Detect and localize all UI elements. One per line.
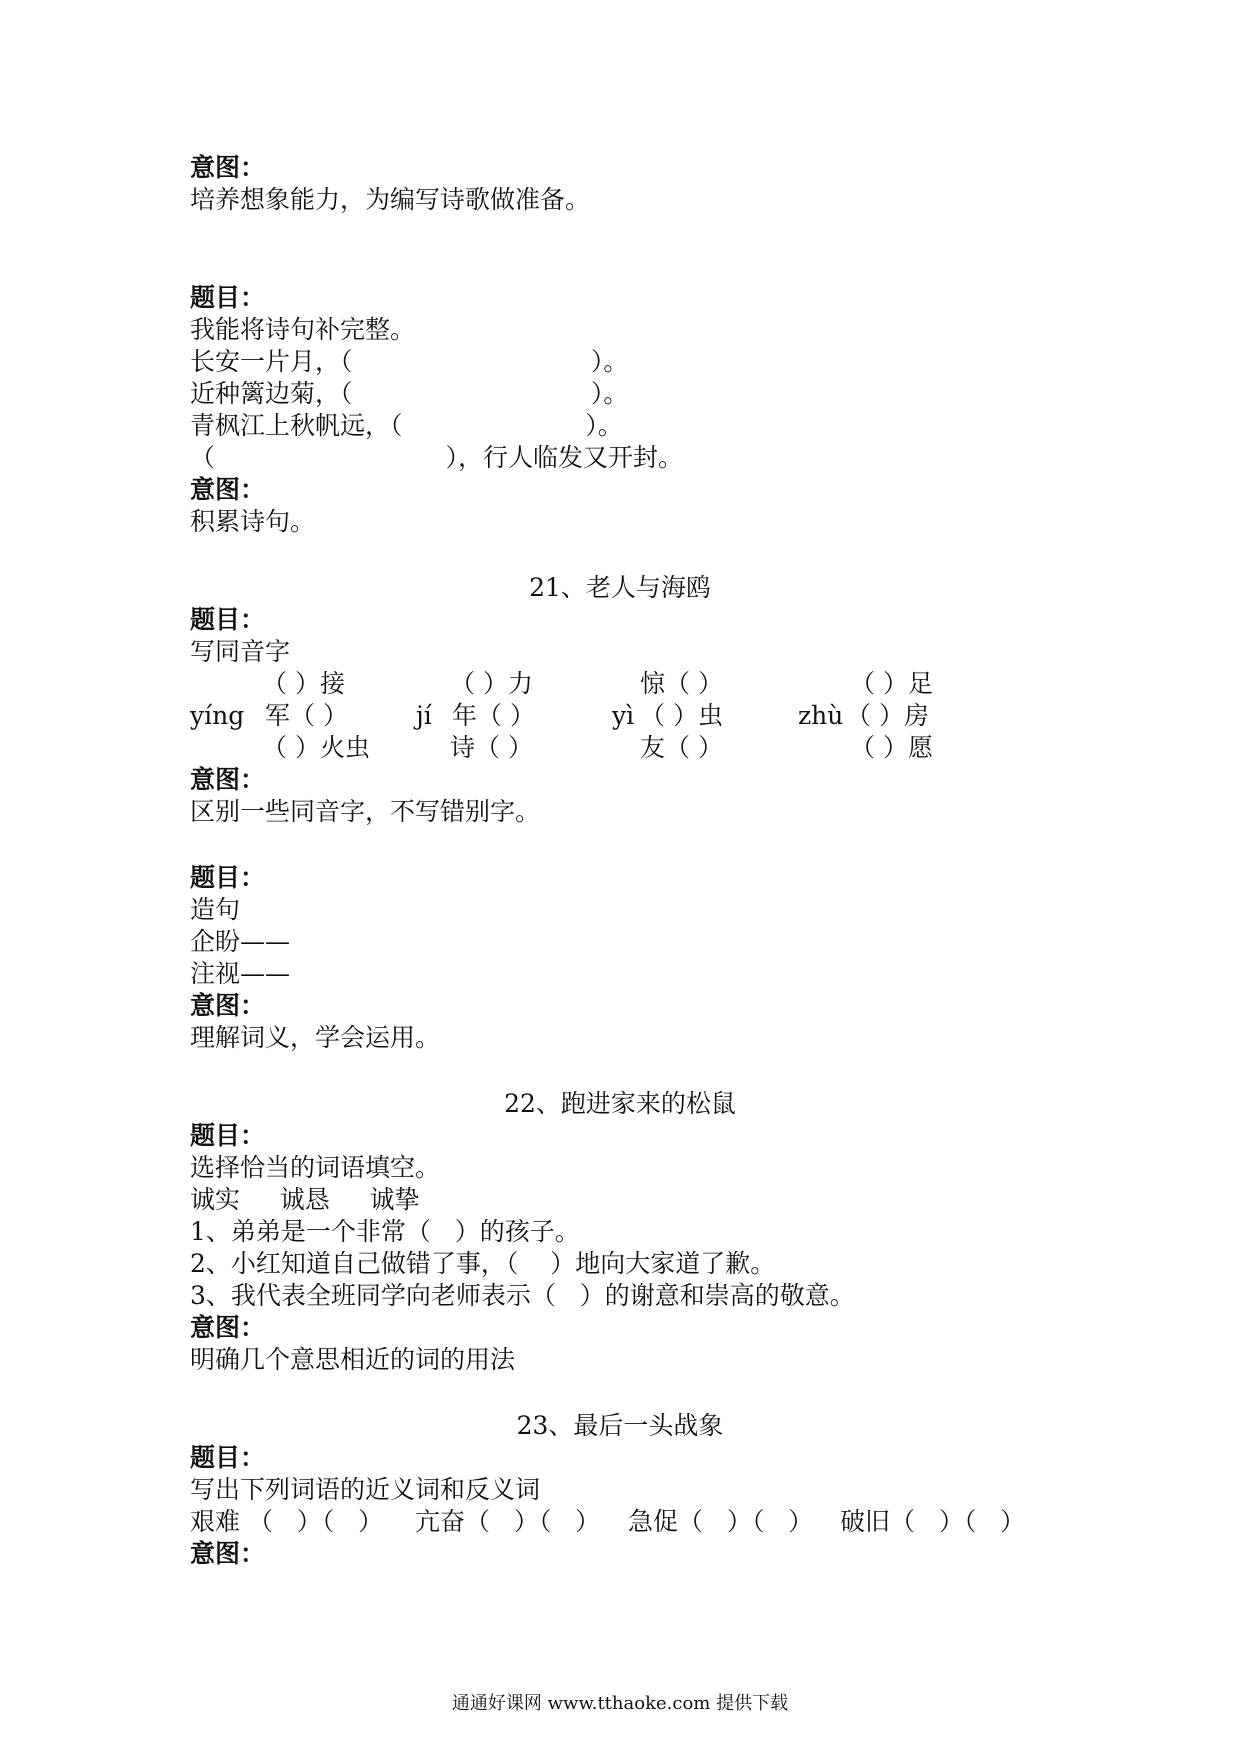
section-title: 22、跑进家来的松鼠 xyxy=(504,1089,736,1118)
intent-text: 区别一些同音字，不写错别字。 xyxy=(190,797,541,826)
fill-item: 1、弟弟是一个非常（ ）的孩子。 xyxy=(190,1217,580,1246)
fill-item: 3、我代表全班同学向老师表示（ ）的谢意和崇高的敬意。 xyxy=(190,1281,855,1310)
synonym-item: 艰难 （ ）（ ） xyxy=(190,1507,384,1536)
homophone-cell: （ ）力 xyxy=(450,669,533,698)
homophone-cell: （ ）虫 xyxy=(640,701,723,730)
poem-line: 长安一片月，（ ）。 xyxy=(190,347,629,376)
section-title: 23、最后一头战象 xyxy=(516,1411,724,1440)
question-instruction: 写出下列词语的近义词和反义词 xyxy=(190,1475,541,1504)
question-instruction: 选择恰当的词语填空。 xyxy=(190,1153,441,1182)
question-label: 题目： xyxy=(190,605,266,634)
pinyin-label: jí xyxy=(416,701,432,730)
sentence-item: 注视—— xyxy=(190,959,291,988)
homophone-cell: 年（ ） xyxy=(452,701,535,730)
homophone-cell: （ ）房 xyxy=(846,701,929,730)
pinyin-label: yì xyxy=(612,701,635,730)
synonym-item: 破旧（ ）（ ） xyxy=(840,1507,1026,1536)
fill-item: 2、小红知道自己做错了事，（ ）地向大家道了歉。 xyxy=(190,1249,776,1278)
intent-text: 积累诗句。 xyxy=(190,507,316,536)
homophone-cell: 友（ ） xyxy=(640,733,723,762)
section-title: 21、老人与海鸥 xyxy=(529,573,711,602)
poem-line: 青枫江上秋帆远，（ ）。 xyxy=(190,411,623,440)
intent-label: 意图： xyxy=(190,475,266,504)
homophone-cell: 惊（ ） xyxy=(640,669,723,698)
question-label: 题目： xyxy=(190,283,266,312)
page-footer: 通通好课网 www.tthaoke.com 提供下载 xyxy=(451,1693,789,1714)
synonym-item: 亢奋（ ）（ ） xyxy=(415,1507,601,1536)
intent-label: 意图： xyxy=(190,1313,266,1342)
question-instruction: 造句 xyxy=(190,895,241,924)
intent-label: 意图： xyxy=(190,1539,266,1568)
question-label: 题目： xyxy=(190,863,266,892)
homophone-cell: 诗（ ） xyxy=(450,733,533,762)
pinyin-label: yíng xyxy=(190,701,245,730)
intent-label: 意图： xyxy=(190,991,266,1020)
homophone-cell: 军（ ） xyxy=(265,701,348,730)
pinyin-label: zhù xyxy=(798,701,844,730)
intent-text: 理解词义，学会运用。 xyxy=(190,1023,441,1052)
synonym-item: 急促（ ）（ ） xyxy=(628,1507,814,1536)
intent-text: 明确几个意思相近的词的用法 xyxy=(190,1345,516,1374)
question-instruction: 我能将诗句补完整。 xyxy=(190,315,416,344)
intent-label: 意图： xyxy=(190,153,266,182)
homophone-cell: （ ）愿 xyxy=(850,733,933,762)
question-label: 题目： xyxy=(190,1121,266,1150)
poem-line: （ ），行人临发又开封。 xyxy=(190,443,683,472)
word-choices: 诚实 诚恳 诚挚 xyxy=(190,1185,420,1214)
homophone-cell: （ ）接 xyxy=(262,669,345,698)
intent-label: 意图： xyxy=(190,765,266,794)
homophone-cell: （ ）足 xyxy=(850,669,933,698)
question-instruction: 写同音字 xyxy=(190,637,291,666)
question-label: 题目： xyxy=(190,1443,266,1472)
intent-text: 培养想象能力，为编写诗歌做准备。 xyxy=(190,185,591,214)
homophone-cell: （ ）火虫 xyxy=(262,733,370,762)
sentence-item: 企盼—— xyxy=(190,927,291,956)
poem-line: 近种篱边菊，（ ）。 xyxy=(190,379,629,408)
